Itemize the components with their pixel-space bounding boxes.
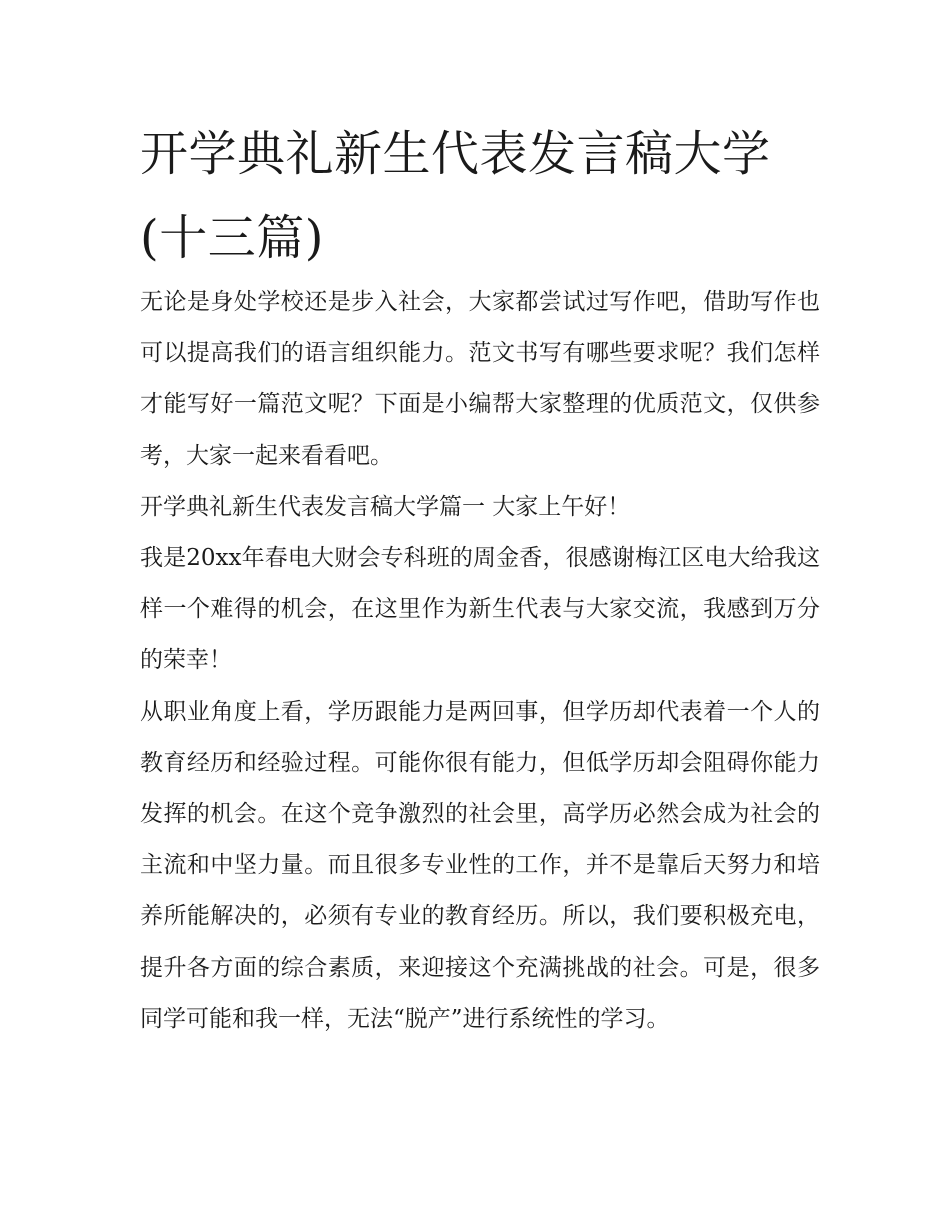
body-paragraph: 从职业角度上看，学历跟能力是两回事，但学历却代表着一个人的教育经历和经验过程。可能你很有能力，但低学历却会阻碍你能力发挥的机会。在这个竞争激烈的社会里，高学历必然会成为社会的主流和中坚力量。而且很多专业性的工作，并不是靠后天努力和培养所能解决的，必须有专业的教育经历。所以，我们要积极充电，提升各方面的综合素质，来迎接这个充满挑战的社会。可是，很多同学可能和我一样，无法“脱产”进行系统性的学习。 — [140, 698, 820, 1032]
speaker-intro-paragraph: 我是20xx年春电大财会专科班的周金香，很感谢梅江区电大给我这样一个难得的机会，在这里作为新生代表与大家交流，我感到万分的荣幸！ — [140, 545, 820, 674]
document-body — [140, 277, 820, 1045]
intro-paragraph: 无论是身处学校还是步入社会，大家都尝试过写作吧，借助写作也可以提高我们的语言组织能力。范文书写有哪些要求呢？我们怎样才能写好一篇范文呢？下面是小编帮大家整理的优质范文，仅供参考，大家一起来看看吧。 — [140, 289, 820, 469]
section-heading-paragraph: 开学典礼新生代表发言稿大学篇一 大家上午好！ — [140, 493, 631, 520]
document-title: 开学典礼新生代表发言稿大学(十三篇) — [140, 126, 771, 266]
